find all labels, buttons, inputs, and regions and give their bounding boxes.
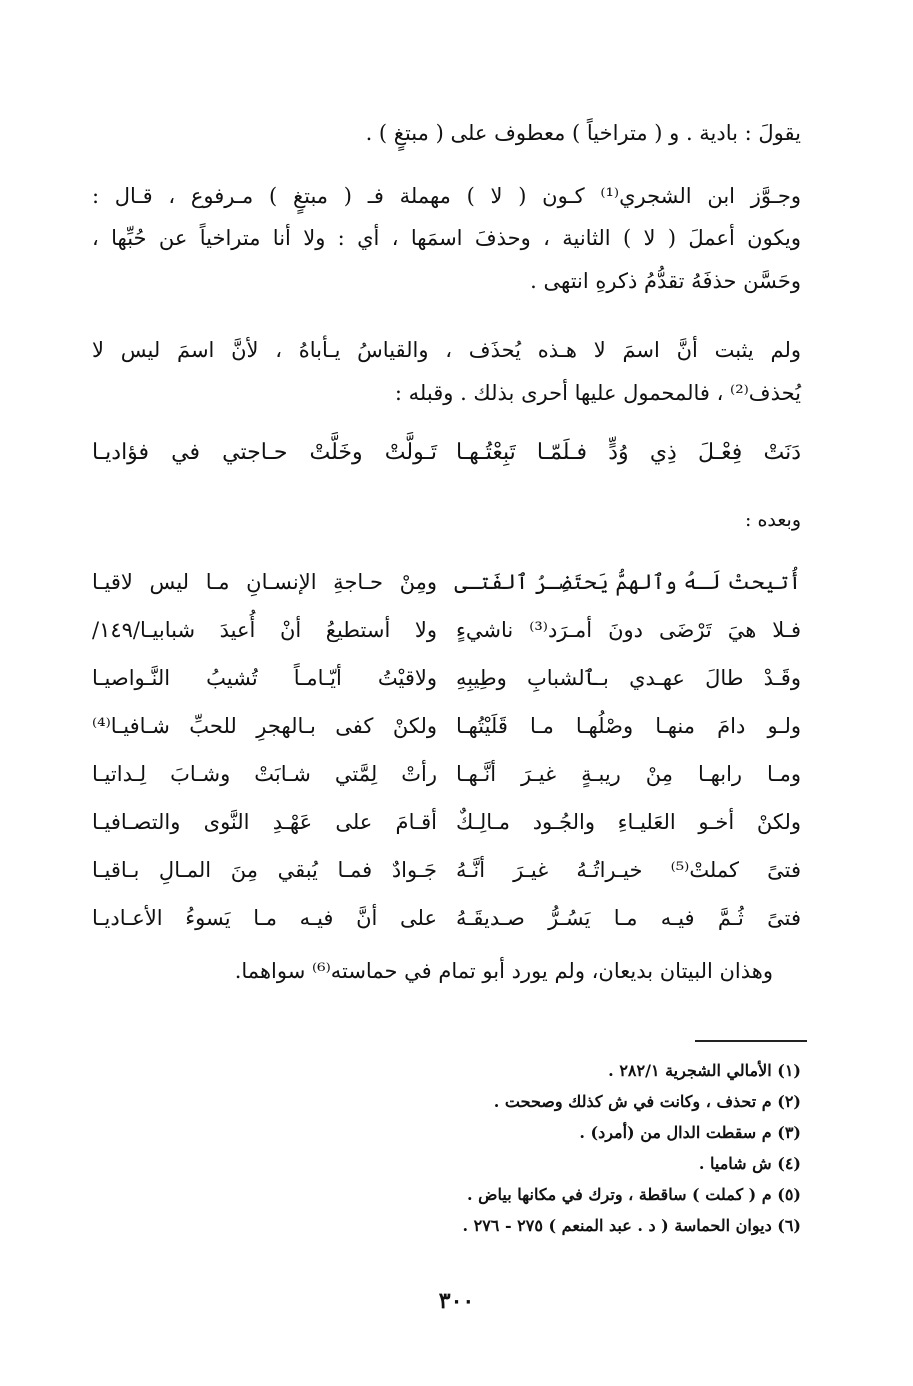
poem-verse <box>92 900 801 948</box>
poem <box>92 564 801 948</box>
poem-verse <box>92 708 801 756</box>
verse-first-hemistich: ولـو دامَ منهـا وصْلُهـا مـا قَلَيْتُهـا <box>456 714 801 738</box>
verse-first-hemistich: دَنَتْ فِعْـلَ ذِي وُدٍّ فـلَمّـا تَبِعْتُـهـا <box>456 440 801 465</box>
footnote: (٥) م ( كملت ) ساقطة ، وترك في مكانها بياض . <box>467 1185 801 1204</box>
verse-second-hemistich: جَـوادٌ فمـا يُبقي مِنَ المـالِ بـاقيـا <box>92 858 437 882</box>
verse-second-hemistich: ولا أستطيعُ أنْ أُعيدَ شبابيـا/١٤٩/ <box>92 618 437 642</box>
footnote: (٦) ديوان الحماسة ( د . عبد المنعم ) ٢٧٥ - ٢٧٦ . <box>462 1216 801 1235</box>
poem-verse <box>92 756 801 804</box>
verse-second-hemistich: تَـولَّتْ وخَلَّتْ حـاجتي في فؤاديـا <box>92 440 437 465</box>
verse-first-hemistich: أُتيحتْ لَـهُ وٱلهمُّ يَحتَضِـرُ ٱلفَتـى <box>454 570 801 594</box>
verse-first-hemistich: فتىً ثُـمَّ فيـه مـا يَسُـرُّ صـديقَـهُ <box>456 906 801 930</box>
text-line-1: يقولَ : بادية . و ( متراخياً ) معطوف على ( مبتغٍ ) . <box>365 121 801 145</box>
text-line-5: ولم يثبت أنَّ اسمَ لا هـذه يُحذَف ، والقياسُ يـأباهُ ، لأنَّ اسمَ ليس لا <box>92 338 801 362</box>
page-number: ٣٠٠ <box>438 1288 475 1314</box>
text-line-6: يُحذف⁽²⁾ ، فالمحمول عليها أحرى بذلك . وقبله : <box>394 381 801 405</box>
footnote: (٢) م تحذف ، وكانت في ش كذلك وصححت . <box>493 1092 801 1111</box>
footnote: (٣) م سقطت الدال من (أمرد) . <box>579 1123 801 1142</box>
footnote-rule <box>695 1040 807 1042</box>
verse-first-hemistich: فتىً كملتْ⁽⁵⁾ خيـراتُـهُ غيـرَ أنَّـهُ <box>456 858 801 882</box>
text-line-2: وجـوَّز ابن الشجري⁽¹⁾ كـون ( لا ) مهملة فـ ( مبتغٍ ) مـرفوع ، قـال : <box>92 184 802 208</box>
after-label: وبعده : <box>745 509 801 531</box>
verse-second-hemistich: على أنَّ فيـه مـا يَسوءُ الأعـاديـا <box>92 906 437 930</box>
footnote: (٤) ش شاميا . <box>698 1154 801 1173</box>
poem-verse <box>92 612 801 660</box>
verse-first-hemistich: وقَـدْ طالَ عهـدي بـٱلشبابِ وطِيبِهِ <box>456 666 801 690</box>
verse-second-hemistich: رأتْ لِمَّتي شـابَتْ وشـابَ لِـداتيـا <box>92 762 437 786</box>
text-line-3: ويكون أعملَ ( لا ) الثانية ، وحذفَ اسمَها ، أي : ولا أنا متراخياً عن حُبِّها ، <box>92 226 801 250</box>
footnote: (١) الأمالي الشجرية ٢٨٢/١ . <box>608 1061 801 1080</box>
verse-second-hemistich: ولاقيْتُ أيّـامـاً تُشيبُ النَّـواصيـا <box>92 666 437 690</box>
poem-verse <box>92 852 801 900</box>
verse-first-hemistich: ومـا رابهـا مِنْ ريبـةٍ غيـرَ أنَّـهـا <box>456 762 801 786</box>
footnotes <box>241 1055 801 1241</box>
closing-line: وهذان البيتان بديعان، ولم يورد أبو تمام في حماسته⁽⁶⁾ سواهما. <box>234 959 773 983</box>
verse-second-hemistich: أقـامَ على عَهْـدِ النَّوى والتصـافيـا <box>92 810 437 834</box>
verse-second-hemistich: ومِنْ حـاجةِ الإنسـانِ مـا ليس لاقيـا <box>92 570 437 594</box>
verse-second-hemistich: ولكنْ كفى بـالهجرِ للحبِّ شـافيـا⁽⁴⁾ <box>92 714 437 738</box>
verse-first-hemistich: ولكنْ أخـو العَليـاءِ والجُـود مـالِـكٌ <box>456 810 801 834</box>
single-verse <box>92 440 801 474</box>
text-line-4: وحَسَّن حذفَهُ تقدُّمُ ذكرهِ انتهى . <box>530 269 801 293</box>
poem-verse <box>92 564 801 612</box>
verse-first-hemistich: فـلا هيَ تَرْضَى دونَ أمـرَد⁽³⁾ ناشيءٍ <box>456 618 801 642</box>
poem-verse <box>92 804 801 852</box>
poem-verse <box>92 660 801 708</box>
